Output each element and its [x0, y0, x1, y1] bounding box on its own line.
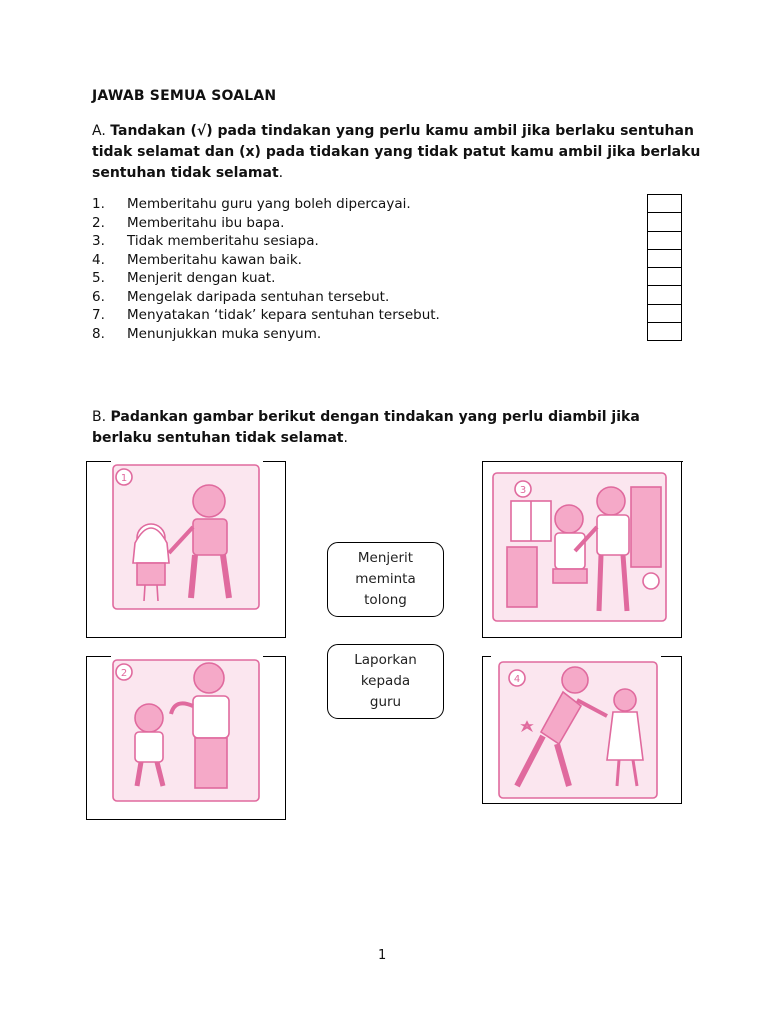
answer-boxes [647, 194, 682, 341]
answer-box[interactable] [647, 267, 682, 285]
picture-1-frame [86, 461, 286, 638]
picture-4-number: 4 [513, 674, 521, 685]
choice-label: Laporkan kepada guru [354, 652, 417, 710]
page-number: 1 [378, 948, 387, 963]
choice-label: Menjerit meminta tolong [355, 550, 416, 608]
question-list [92, 195, 692, 343]
list-item: 7. Menyatakan ‘tidak’ kepara sentuhan tersebut. [92, 307, 440, 323]
picture-2-frame [86, 656, 286, 820]
picture-4-frame [482, 656, 682, 804]
answer-box[interactable] [647, 304, 682, 322]
answer-box[interactable] [647, 249, 682, 267]
choice-box-report[interactable] [327, 644, 444, 719]
answer-box[interactable] [647, 231, 682, 249]
choice-box-shout[interactable] [327, 542, 444, 617]
picture-3-illustration [491, 471, 668, 623]
page-heading: JAWAB SEMUA SOALAN [92, 88, 277, 104]
section-a-text: Tandakan (√) pada tindakan yang perlu kamu ambil jika berlaku sentuhan tidak selamat dan (x) pada tidakan yang tidak patut kamu ambil jika berlaku sentuhan tidak selamat [92, 123, 701, 181]
list-item: 6. Mengelak daripada sentuhan tersebut. [92, 288, 390, 305]
section-b-text: Padankan gambar berikut dengan tindakan yang perlu diambil jika berlaku sentuhan tidak selamat [92, 409, 640, 446]
answer-box[interactable] [647, 285, 682, 303]
section-b-prefix: B [92, 409, 102, 425]
answer-box[interactable] [647, 322, 682, 341]
section-a-instruction: A. Tandakan (√) pada tindakan yang perlu kamu ambil jika berlaku sentuhan tidak selamat dan (x) pada tidakan yang tidak patut kamu ambil jika berlaku sentuhan tidak selamat. [92, 123, 701, 181]
picture-1-number: 1 [120, 473, 128, 484]
picture-3-number: 3 [519, 485, 527, 496]
list-item: 5. Menjerit dengan kuat. [92, 270, 276, 286]
list-item: 4. Memberitahu kawan baik. [92, 251, 302, 268]
section-a-prefix: A [92, 123, 102, 139]
answer-box[interactable] [647, 212, 682, 230]
section-b-instruction: B. Padankan gambar berikut dengan tindakan yang perlu diambil jika berlaku sentuhan tidak selamat. [92, 409, 640, 446]
answer-box[interactable] [647, 194, 682, 212]
picture-3-frame [482, 461, 682, 638]
picture-2-illustration [111, 658, 261, 803]
list-item: 2. Memberitahu ibu bapa. [92, 214, 285, 231]
picture-2-number: 2 [120, 668, 128, 679]
list-item: 1. Memberitahu guru yang boleh dipercayai. [92, 196, 411, 212]
picture-1-illustration [111, 463, 261, 611]
list-item: 3. Tidak memberitahu sesiapa. [92, 233, 319, 249]
picture-4-illustration [497, 660, 659, 800]
list-item: 8. Menunjukkan muka senyum. [92, 325, 322, 342]
